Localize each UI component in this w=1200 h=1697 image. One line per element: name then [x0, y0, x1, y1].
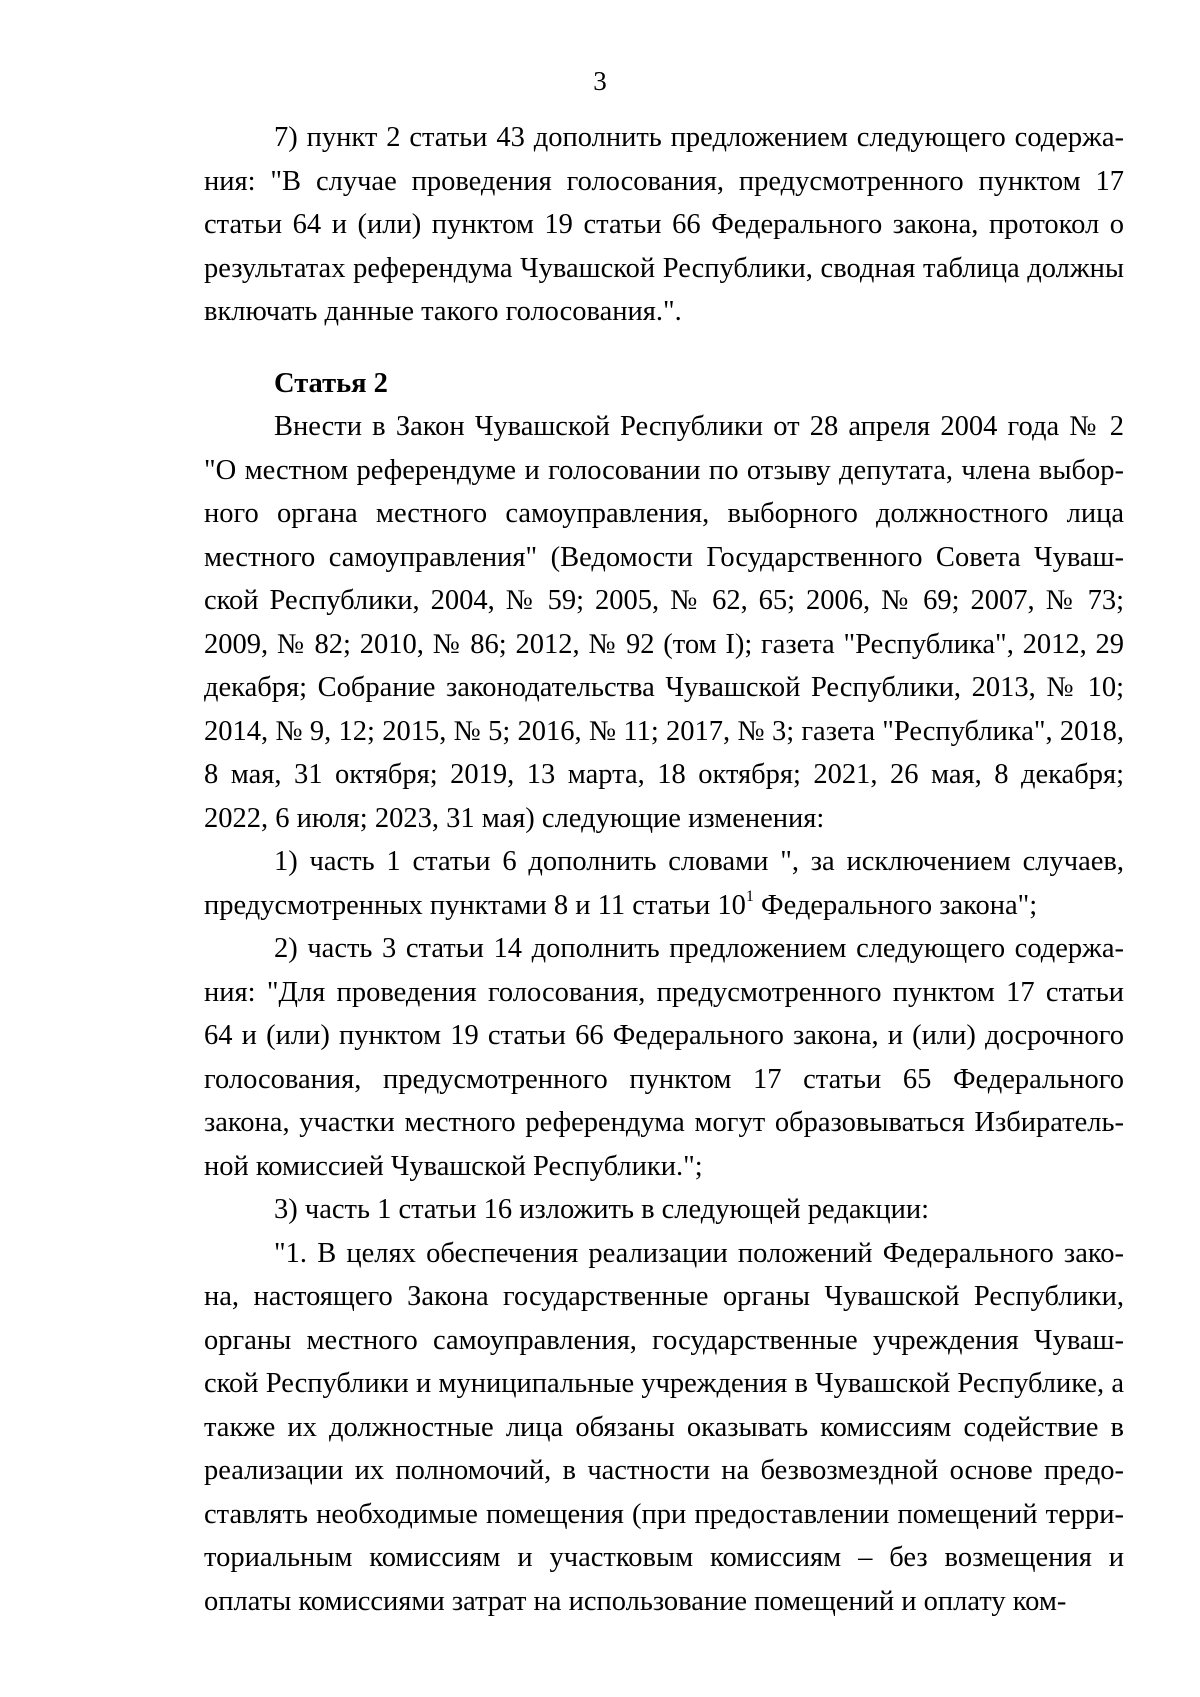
paragraph-amendment-intro: Внести в Закон Чувашской Республики от 28 апреля 2004 года № 2 "О местном референдуме и голосовании по отзыву депутата, члена выборного органа местного самоуправления, выборного должностного лица местного самоуправления" (Ведомости Государственного Совета Чувашской Республики, 2004, № 59; 2005, № 62, 65; 2006, № 69; 2007, № 73; 2009, № 82; 2010, № 86; 2012, № 92 (том I); газета "Республика", 2012, 29 декабря; Собрание законодательства Чувашской Республики, 2013, № 10; 2014, № 9, 12; 2015, № 5; 2016, № 11; 2017, № 3; газета "Республика", 2018, 8 мая, 31 октября; 2019, 13 марта, 18 октября; 2021, 26 мая, 8 декабря; 2022, 6 июля; 2023, 31 мая) следующие изменения:: [204, 411, 1124, 834]
paragraph-item-1: [204, 840, 1124, 927]
item-1-text-end: Федерального закона";: [753, 889, 1038, 921]
paragraph-item-2: 2) часть 3 статьи 14 дополнить предложением следующего содержания: "Для проведения голосования, предусмотренного пунктом 17 статьи 64 и (или) пунктом 19 статьи 66 Федерального закона, и (или) досрочного голосования, предусмотренного пунктом 17 статьи 65 Федерального закона, участки местного референдума могут образовываться Избирательной комиссией Чувашской Республики.";: [204, 933, 1124, 1182]
superscript: 1: [745, 887, 754, 905]
article-heading: Статья 2: [274, 367, 388, 399]
item-1-text: 1) часть 1 статьи 6 дополнить словами ", за исключением случаев, предусмотренных пунктами 8 и 11 статьи 10: [204, 846, 1124, 921]
paragraph-item-3: 3) часть 1 статьи 16 изложить в следующей редакции:: [274, 1194, 929, 1225]
paragraph-item-7: 7) пункт 2 статьи 43 дополнить предложением следующего содержания: "В случае проведения голосования, предусмотренного пунктом 17 статьи 64 и (или) пунктом 19 статьи 66 Федерального закона, протокол о результатах референдума Чувашской Республики, сводная таблица должны включать данные такого голосования.".: [204, 122, 1124, 327]
paragraph-quoted-part-1: "1. В целях обеспечения реализации положений Федерального закона, настоящего Закона государственные органы Чувашской Республики, органы местного самоуправления, государственные учреждения Чувашской Республики и муниципальные учреждения в Чувашской Республике, а также их должностные лица обязаны оказывать комиссиям содействие в реализации их полномочий, в частности на безвозмездной основе предоставлять необходимые помещения (при предоставлении помещений территориальным комиссиям и участковым комиссиям – без возмещения и оплаты комиссиями затрат на использование помещений и оплату ком-: [204, 1237, 1124, 1617]
page-number: 3: [593, 66, 607, 96]
document-body: [204, 116, 1124, 1623]
